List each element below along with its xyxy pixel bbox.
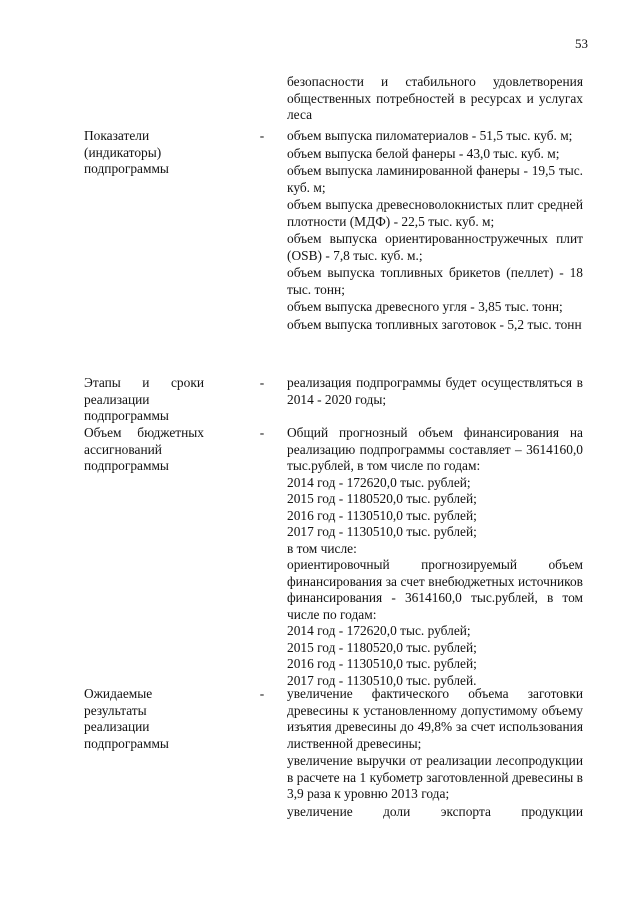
indicator-item: объем выпуска древесного угля - 3,85 тыс. тонн; [287,299,563,314]
indicators-dash: - [259,128,265,143]
stages-content [287,375,583,409]
budget-extra-year: 2017 год - 1130510,0 тыс. рублей. [287,672,477,688]
budget-content [287,425,583,689]
continuation-content [287,74,583,125]
indicator-item: объем выпуска пиломатериалов - 51,5 тыс. куб. м; [287,128,573,143]
indicator-item: объем выпуска древесноволокнистых плит средней плотности (МДФ) - 22,5 тыс. куб. м; [287,197,583,229]
budget-intro: Общий прогнозный объем финансирования на реализацию подпрограммы составляет – 3614160,0 тыс.рублей, в том числе по годам: [287,425,583,473]
budget-label: Объем бюджетных ассигнований подпрограммы [84,425,204,473]
results-label: Ожидаемые результаты реализации подпрограммы [84,686,169,751]
indicators-list [287,128,583,334]
budget-dash: - [259,425,265,440]
budget-year: 2014 год - 172620,0 тыс. рублей; [287,474,471,490]
indicators-label: Показатели (индикаторы) подпрограммы [84,128,169,176]
continuation-text: безопасности и стабильного удовлетворения общественных потребностей в ресурсах и услугах леса [287,74,583,122]
stages-dash: - [259,375,265,390]
budget-extra-year: 2015 год - 1180520,0 тыс. рублей; [287,639,477,655]
indicator-item: объем выпуска топливных брикетов (пеллет) - 18 тыс. тонн; [287,265,583,297]
budget-including: в том числе: [287,540,357,556]
indicator-item: объем выпуска топливных заготовок - 5,2 тыс. тонн [287,316,582,332]
indicator-item: объем выпуска ламинированной фанеры - 19,5 тыс. куб. м; [287,163,583,195]
stages-label: Этапы и сроки реализации подпрограммы [84,375,204,423]
indicator-item: объем выпуска белой фанеры - 43,0 тыс. куб. м; [287,145,560,161]
budget-year: 2015 год - 1180520,0 тыс. рублей; [287,491,477,506]
indicator-item: объем выпуска ориентированностружечных плит (OSB) - 7,8 тыс. куб. м.; [287,231,583,263]
result-item: увеличение доли экспорта продукции [287,803,583,819]
page-number: 53 [575,36,588,51]
result-item: увеличение выручки от реализации лесопродукции в расчете на 1 кубометр заготовленной древесины в 3,9 раза к уровню 2013 года; [287,753,583,801]
stages-text: реализация подпрограммы будет осуществляться в 2014 - 2020 годы; [287,375,583,407]
results-dash: - [259,686,265,701]
budget-extra-year: 2014 год - 172620,0 тыс. рублей; [287,623,471,638]
budget-extra-year: 2016 год - 1130510,0 тыс. рублей; [287,656,477,671]
budget-year: 2017 год - 1130510,0 тыс. рублей; [287,524,477,539]
results-list [287,686,583,821]
budget-year: 2016 год - 1130510,0 тыс. рублей; [287,507,477,523]
result-item: увеличение фактического объема заготовки древесины к установленному допустимому объему изъятия древесины до 49,8% за счет использования лиственной древесины; [287,686,583,751]
budget-extra-intro: ориентировочный прогнозируемый объем финансирования за счет внебюджетных источников финансирования - 3614160,0 тыс.рублей, в том числе по годам: [287,557,583,622]
